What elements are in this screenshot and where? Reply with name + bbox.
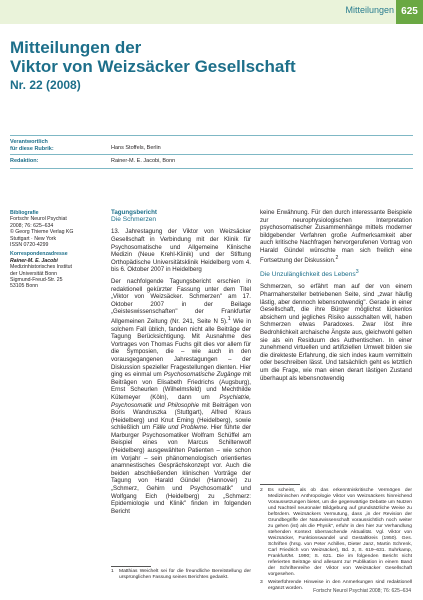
- bib-heading: Bibliografie: [10, 210, 39, 216]
- article-paragraph: [111, 278, 251, 515]
- responsible-label-line-1: Verantwortlich: [10, 139, 48, 145]
- footnote-number: 1: [111, 569, 114, 574]
- footnote-number: 2: [260, 488, 263, 493]
- emphasis: Fälle und Probleme: [152, 424, 207, 432]
- bib-line: © Georg Thieme Verlag KG: [10, 229, 74, 236]
- footnote-rule-1: [111, 566, 151, 567]
- article-paragraph: [260, 209, 412, 264]
- footnote-ref[interactable]: 1: [227, 315, 231, 322]
- article-column-2: [260, 209, 412, 386]
- article-paragraph: Schmerzen, so erfährt man auf der von einem Pharmahersteller betriebenen Seite, sind „zwar häufig lästig, aber dennoch lebensnotwendig". Gerade in einer Gesellschaft, die ihre Bürger möglichst lückenlos absichern und jegliches Risiko ausschalten will, haben Schmerzen etwas Paradoxes. Zwar löst ihre Bedrohlichkeit archaische Ängste aus, gleichwohl gelten sie als ein Residuum des Authentischen. In einer zunehmend virtuellen und artifiziellen Umwelt bilden sie die direkteste Erfahrung, die sich indes kaum vermitteln oder beschreiben lässt. Und tatsächlich geht es letztlich um die Frage, wie man einen derart lästigen Zustand überhaupt als lebensnotwendig: [260, 283, 412, 382]
- text-run: mit Beiträgen von Boris Wandruszka (Stuttgart), Alfred Kraus (Heidelberg) und Knut Eming (Heidelberg), sowie schließlich um: [111, 401, 251, 432]
- section-label: Mitteilungen: [345, 5, 394, 15]
- divider-meta: [10, 154, 413, 155]
- responsible-label-line-2: für diese Rubrik:: [10, 145, 54, 152]
- responsible-label: [10, 139, 54, 152]
- title-line-1: Mitteilungen der: [10, 38, 142, 57]
- article-section-label: Tagungsbericht: [111, 209, 157, 216]
- footnote-text: Weiterführende Hinweise in den Anmerkungen sind redaktionell ergänzt worden.: [268, 580, 412, 591]
- text-run: Der nachfolgende Tagungsbericht erschien in redaktionell gekürzter Fassung unter dem Titel „Viktor von Weizsäcker. Schmerzen" am 17. Oktober 2007 in der Beilage „Geisteswissenschaften" der Frankfurter Allgemeinen Zeitung (Nr. 241, Seite N 5).: [111, 277, 251, 325]
- header-band: [0, 0, 423, 24]
- emphasis: Psychiatrie, Psychosomatik und Philosophie: [111, 393, 251, 409]
- footnote-2: [260, 488, 412, 578]
- page-title: [10, 38, 296, 76]
- text-run: mit Beiträgen von Elisabeth Friedrichs (Augsburg), Ernst Scheurlen (Wilhelmsfeld) und Mechthilde Kütemeyer (Köln), dann um: [111, 371, 251, 401]
- corr-line: der Universität Bonn: [10, 270, 57, 277]
- editor-label: Redaktion:: [10, 158, 39, 164]
- corr-line: 53105 Bonn: [10, 283, 38, 290]
- bib-line: Stuttgart · New York: [10, 235, 57, 242]
- issue-number: Nr. 22 (2008): [10, 78, 81, 92]
- corr-line: Medizinhistorisches Institut: [10, 264, 72, 271]
- footnote-1: [111, 569, 251, 583]
- footnotes-column-2: [260, 488, 412, 594]
- emphasis: Psychosomatische Zugänge: [163, 371, 241, 379]
- editor-value: Rainer-M. E. Jacobi, Bonn: [111, 158, 176, 164]
- bib-line: Fortschr Neurol Psychiat: [10, 216, 67, 223]
- divider-bottom: [10, 168, 413, 169]
- title-line-2: Viktor von Weizsäcker Gesellschaft: [10, 57, 296, 76]
- text-run: Wie in solchem Fall üblich, fanden nicht alle Beiträge der Tagung Berücksichtigung. Mit Ausnahme des Vortrages von Thomas Fuchs gilt dies vor allem für die Symposien, die – wie auch in den vorausgegangenen Jahrestagungen – der Diskussion spezieller Fragestellungen dienten. Hier ging es einmal um: [111, 317, 251, 379]
- sidebar: [10, 210, 98, 290]
- corr-heading: Korrespondenzadresse: [10, 251, 68, 258]
- article-section-title: Die Schmerzen: [111, 216, 157, 224]
- corr-name: Rainer-M. E. Jacobi: [10, 257, 58, 264]
- footer-citation: Fortschr Neurol Psychiat 2008; 76: 625–634: [313, 588, 411, 594]
- text-run: . Hier führte der Marburger Psychosomatiker Wolfram Schüffel am Beispiel eines von Marcus Schiltenwolf (Heidelberg) ausgewählten Patienten – wie schon im Vorjahr – sein phänomenologisch orientiertes anamnestisches Gesprächskonzept vor. Auch die beiden abschließenden klinischen Vorträge der Tagung von Harald Gündel (Hannover) zu „Schmerz, Gehirn und Psychosomatik" und Wolfgang Eich (Heidelberg) zu „Schmerz: Epidemiologie und Klinik" finden im folgenden Bericht: [111, 424, 252, 515]
- subheading-text: Die Unzulänglichkeit des Lebens: [260, 271, 356, 279]
- bib-line: ISSN 0720-4299: [10, 242, 49, 249]
- bib-line: 2008; 76: 625–634: [10, 222, 54, 229]
- text-run: keine Erwähnung. Für den durch interessante Beispiele zur neurophysiologischen Interpretation psychosomatischer Zusammenhänge mittels moderner bildgebender Verfahren große Aufmerksamkeit aber auch kritische Nachfragen hervorgerufenen Vortrag von Harald Gündel wünschte man sich freilich eine Fortsetzung der Diskussion.: [260, 209, 412, 264]
- footnote-ref[interactable]: 3: [355, 269, 359, 276]
- footnote-number: 3: [260, 580, 263, 585]
- subheading: [260, 268, 412, 279]
- corr-line: Sigmund-Freud-Str. 25: [10, 277, 63, 284]
- page-number: 625: [396, 0, 423, 24]
- footnote-text: Matthias Weichelt sei für die freundliche Bereitstellung der ursprünglichen Fassung seines Berichtes gedankt.: [119, 569, 251, 580]
- footnote-text: Es scheint, als ob das erkenntniskritische Vermögen der Medizinischen Anthropologie Viktor von Weizsäckers hinreichend Voraussetzungen bietet, um die gegenwärtige Debatte um Nutzen und Nachteil neuronaler Bildgebung auf grundsätzliche Weise zu befördern. Weizsäckers Vermutung, dass „in der Revision der Grundbegriffe der Naturwissenschaft voraussichtlich noch weiter zu gehen (ist) als die Physik", erfuhr in den hier zur Verhandlung stehenden Kontext überraschende Aktualität. Vgl. Viktor von Weizsäcker, Funktionswandel und Gestaltkreis (1950). Ges. Schriften (hrsg. von Peter Achilles, Dieter Janz, Martin Schrenk, Carl Friedrich von Weizsäcker), Bd. 3, S. 619–631. Suhrkamp, Frankfurt/M. 1990; S. 621. Die im folgenden Bericht nicht referierten Beiträge sind allesamt zur Publikation in einem Band der Schriftenreihe der Viktor von Weizsäcker Gesellschaft vorgesehen.: [268, 488, 412, 577]
- article-intro: 13. Jahrestagung der Viktor von Weizsäcker Gesellschaft in Verbindung mit der Klinik für Psychosomatische und Allgemeine Klinische Medizin (Neue Krehl-Klinik) und der Stiftung Orthopädische Universitätsklinik Heidelberg vom 4. bis 6. Oktober 2007 in Heidelberg: [111, 228, 251, 274]
- responsible-value: Hans Stoffels, Berlin: [111, 145, 161, 151]
- footnote-rule-2: [260, 484, 300, 485]
- divider-top: [10, 135, 413, 136]
- footnote-ref[interactable]: 2: [335, 254, 339, 261]
- article-column-1: [111, 209, 251, 519]
